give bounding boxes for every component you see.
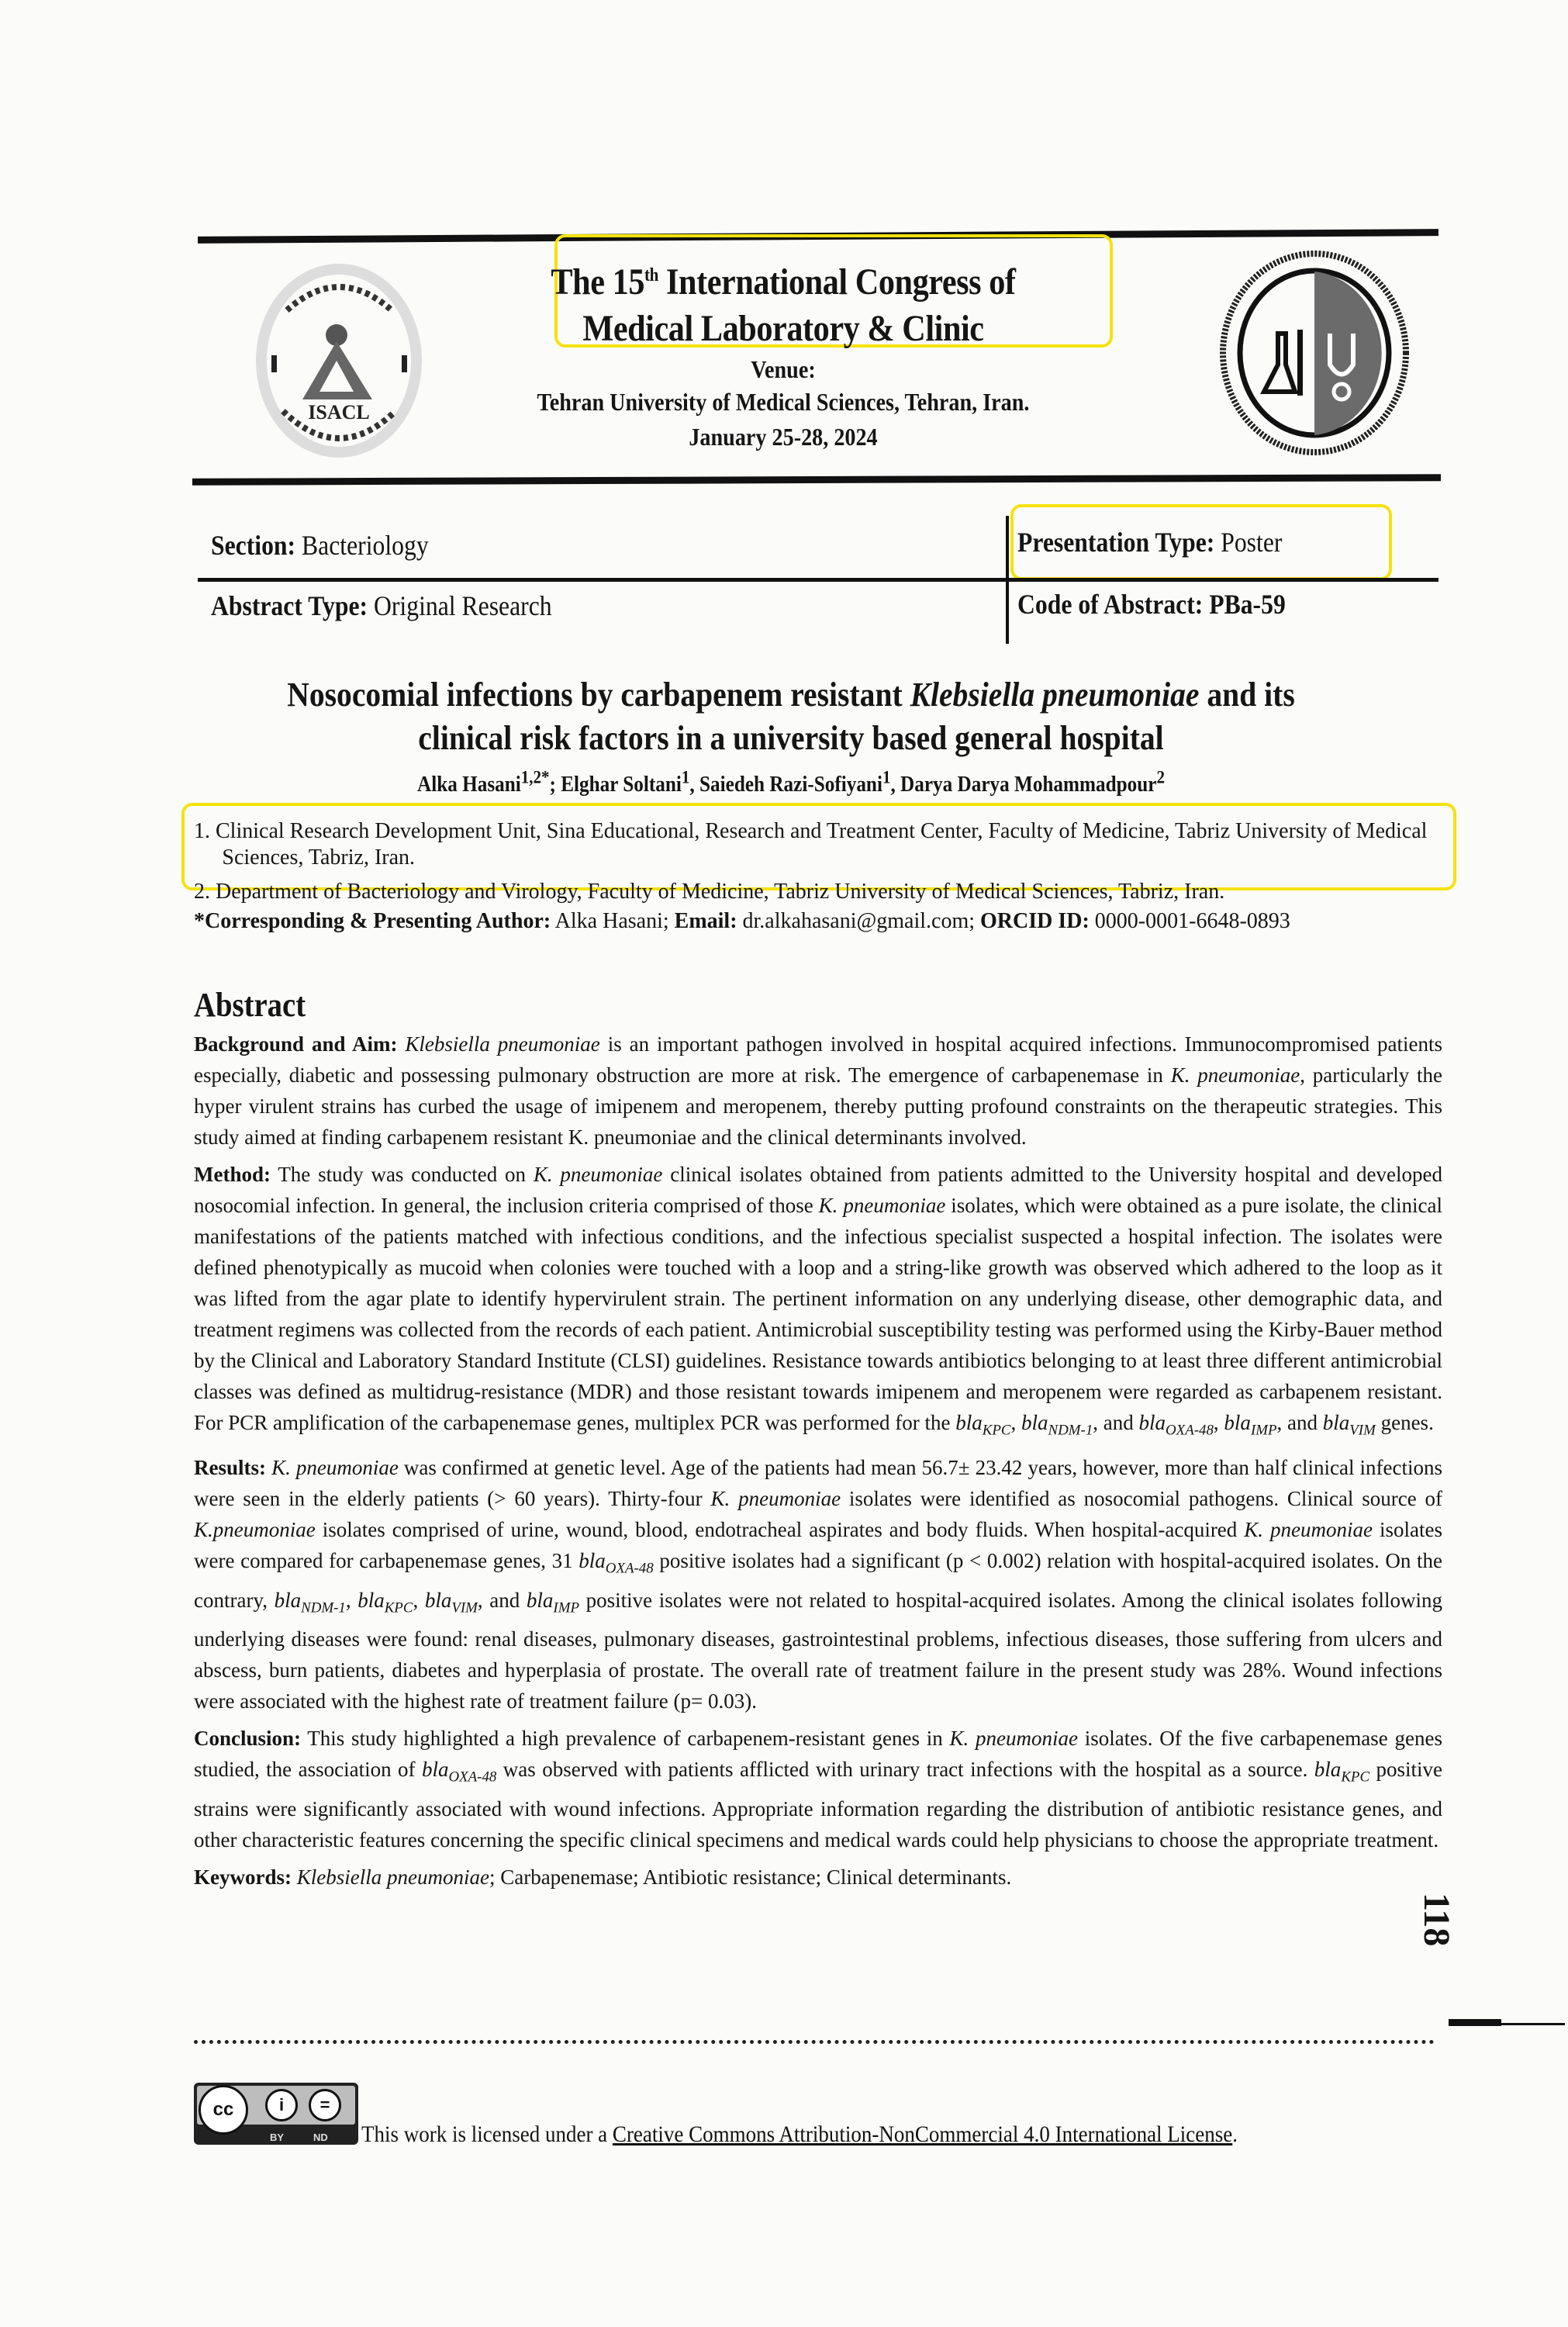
affiliation-1: 1. Clinical Research Development Unit, Sina Educational, Research and Treatment Center, Faculty of Medicine, Tabriz University of Medical Sciences, Tabriz, Iran. <box>194 819 1428 870</box>
venue-label: Venue: <box>751 355 816 383</box>
venue: Tehran University of Medical Sciences, Tehran, Iran. <box>537 388 1030 416</box>
author: Alka Hasani$^{1,2*}$ <box>417 768 550 797</box>
footer-dotted-separator <box>194 2040 1435 2044</box>
corresponding-author: *Corresponding & Presenting Author: Alka Hasani; Email: dr.alkahasani@gmail.com; ORCID ID: 0000-0001-6648-0893 <box>194 909 1290 933</box>
abstract-type-field: Abstract Type: Original Research <box>211 590 552 621</box>
author: Darya Darya Mohammadpour$^2$ <box>900 768 1165 797</box>
author: Saiedeh Razi-Sofiyani$^1$ <box>699 768 891 797</box>
isacl-logo-icon <box>256 264 423 458</box>
page-number: 118 <box>1416 1893 1457 1947</box>
keywords: Keywords: Klebsiella pneumoniae; Carbapenemase; Antibiotic resistance; Clinical determinants. <box>194 1865 1012 1889</box>
abstract-conclusion: Conclusion: This study highlighted a high prevalence of carbapenem-resistant genes in K. pneumoniae isolates. Of the five carbapenemase genes studied, the association of bla$_{OXA-48}$ was observed with patients afflicted with urinary tract infections with the hospital as a source. bla$_{KPC}$ positive strains were significantly associated with wound infections. Appropriate information regarding the distribution of antibiotic resistance genes, and other characteristic features concerning the specific clinical specimens and medical wards could help physicians to choose the appropriate treatment. <box>194 1727 1442 1852</box>
email-link[interactable]: dr.alkahasani@gmail.com; <box>737 909 981 933</box>
abstract-code-field: Code of Abstract: PBa-59 <box>1017 589 1286 620</box>
flask-stethoscope-icon <box>1217 248 1411 458</box>
abstract-heading: Abstract <box>194 986 306 1024</box>
meta-vertical-divider <box>1006 516 1009 644</box>
isacl-logo <box>256 264 423 458</box>
presentation-type-field: Presentation Type: Poster <box>1017 527 1283 558</box>
affiliation-2: 2. Department of Bacteriology and Virology, Faculty of Medicine, Tabriz University of Medical Sciences, Tabriz, Iran. <box>194 880 1225 904</box>
license-link[interactable]: Creative Commons Attribution-NonCommercial 4.0 International License <box>612 2121 1233 2147</box>
cc-by-nd-badge[interactable] <box>194 2083 358 2145</box>
abstract-body <box>194 1029 1442 1899</box>
cc-nd-label: ND <box>313 2132 328 2143</box>
congress-title-line1: The 15th International Congress of <box>551 261 1016 303</box>
section-field: Section: Bacteriology <box>211 530 429 561</box>
cc-icon: cc <box>199 2085 248 2135</box>
abstract-results: Results: K. pneumoniae was confirmed at genetic level. Age of the patients had mean 56.7± 23.42 years, however, more than half clinical infections were seen in the elderly patients (> 60 years). Thirty-four K. pneumoniae isolates were identified as nosocomial pathogens. Clinical source of K.pneumoniae isolates comprised of urine, wound, blood, endotracheal aspirates and body fluids. When hospital-acquired K. pneumoniae isolates were compared for carbapenemase genes, 31 bla$_{OXA-48}$ positive isolates had a significant (p < 0.002) relation with hospital-acquired isolates. On the contrary, bla$_{NDM-1}$, bla$_{KPC}$, bla$_{VIM}$, and bla$_{IMP}$ positive isolates were not related to hospital-acquired isolates. Among the clinical isolates following underlying diseases were found: renal diseases, pulmonary diseases, gastrointestinal problems, infectious diseases, those suffering from ulcers and abscess, burn patients, diabetes and hyperplasia of prostate. The overall rate of treatment failure in the present study was 28%. Wound infections were associated with the highest rate of treatment failure (p= 0.03). <box>194 1456 1443 1713</box>
meta-separator <box>198 578 1438 582</box>
paper-title: Nosocomial infections by carbapenem resistant Klebsiella pneumoniae and its clinical risk factors in a university based general hospital <box>287 676 1295 757</box>
abstract-method: Method: The study was conducted on K. pneumoniae clinical isolates obtained from patients admitted to the University hospital and developed nosocomial infection. In general, the inclusion criteria comprised of those K. pneumoniae isolates, which were obtained as a pure isolate, the clinical manifestations of the patients matched with infectious conditions, and the infectious specialist suspected a hospital infection. The isolates were defined phenotypically as mucoid when colonies were touched with a loop and a string-like growth was observed which adhered to the loop as it was lifted from the agar plate to identify hypervirulent strain. The pertinent information on any underlying disease, other demographic data, and treatment regimens was collected from the records of each patient. Antimicrobial susceptibility testing was performed using the Kirby-Bauer method by the Clinical and Laboratory Standard Institute (CLSI) guidelines. Resistance towards antibiotics belonging to at least three different antimicrobial classes was defined as multidrug-resistance (MDR) and those resistant towards imipenem and meropenem were regarded as carbapenem resistant. For PCR amplification of the carbapenemase genes, multiplex PCR was performed for the bla$_{KPC}$, bla$_{NDM-1}$, and bla$_{OXA-48}$, bla$_{IMP}$, and bla$_{VIM}$ genes. <box>194 1163 1442 1439</box>
page-number-rule-thick <box>1449 2019 1501 2026</box>
author-list: Alka Hasani$^{1,2*}$; Elghar Soltani$^1$, Saiedeh Razi-Sofiyani$^1$, Darya Darya Mohammadpour$^2$ <box>417 768 1165 797</box>
author: Elghar Soltani$^1$ <box>561 768 690 797</box>
lab-clinic-logo <box>1217 248 1411 458</box>
attribution-icon: i <box>265 2089 298 2121</box>
header-bottom-rule <box>192 474 1441 486</box>
congress-title-line2: Medical Laboratory & Clinic <box>582 308 984 349</box>
svg-text:ISACL: ISACL <box>308 401 370 424</box>
license-statement: This work is licensed under a Creative Commons Attribution-NonCommercial 4.0 International License. <box>361 2121 1238 2147</box>
no-derivatives-icon: = <box>309 2089 341 2121</box>
cc-by-label: BY <box>270 2132 285 2143</box>
abstract-background: Background and Aim: Klebsiella pneumoniae is an important pathogen involved in hospital acquired infections. Immunocompromised patients especially, diabetic and possessing pulmonary obstruction are more at risk. The emergence of carbapenemase in K. pneumoniae, particularly the hyper virulent strains has curbed the usage of imipenem and meropenem, thereby putting profound constraints on the therapeutic strategies. This study aimed at finding carbapenem resistant K. pneumoniae and the clinical determinants involved. <box>194 1032 1442 1149</box>
congress-title <box>476 252 1090 352</box>
congress-dates: January 25-28, 2024 <box>689 423 878 451</box>
